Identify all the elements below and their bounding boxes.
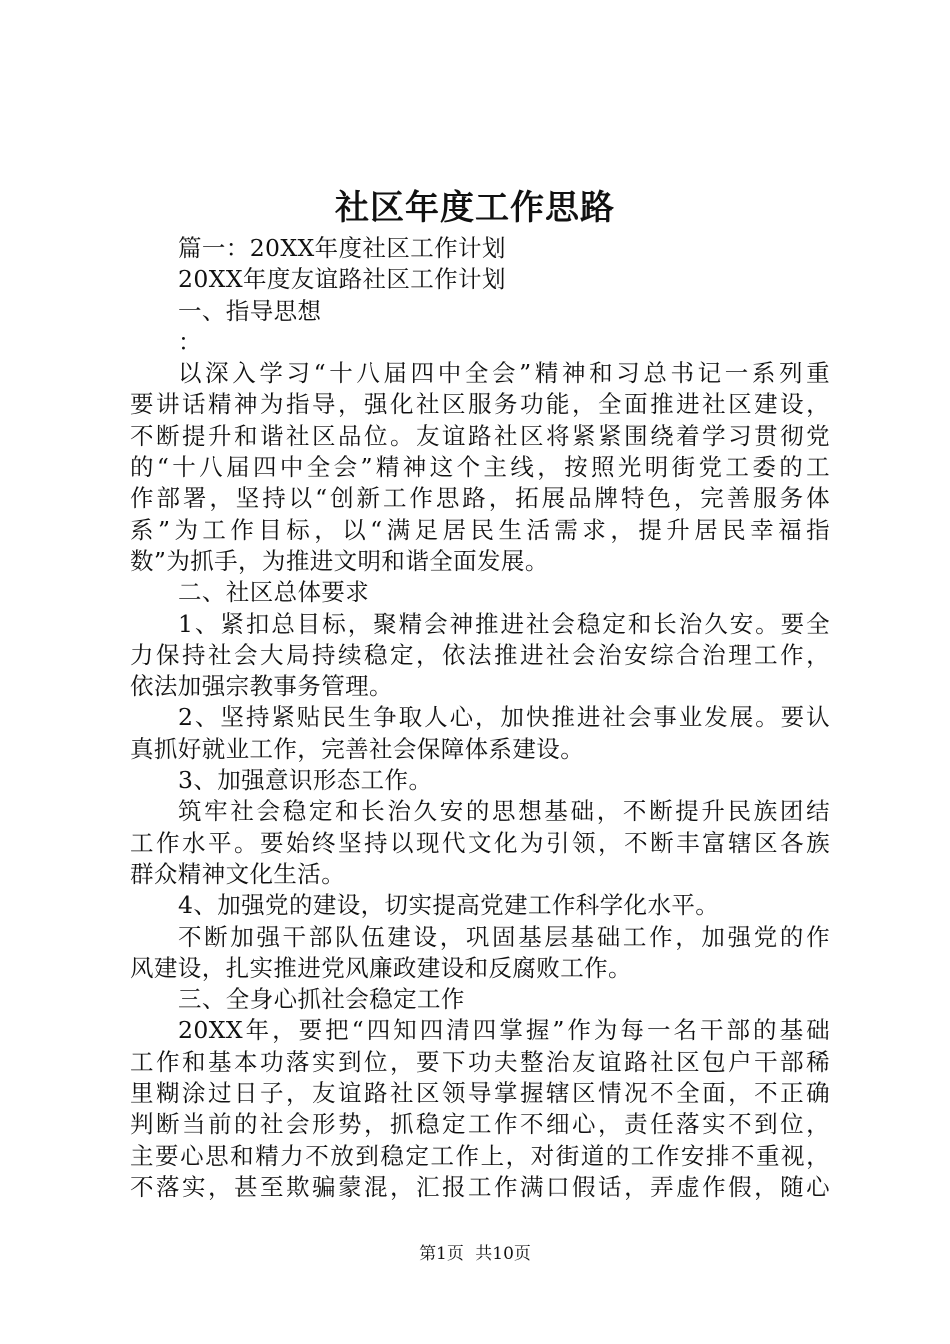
text-line: 不断提升和谐社区品位。友谊路社区将紧紧围绕着学习贯彻党 [130,421,830,450]
text-line: 篇一：20XX年度社区工作计划 [178,234,506,262]
text-line: 一、指导思想 [178,296,322,325]
text-line: 判断当前的社会形势，抓稳定工作不细心，责任落实不到位， [130,1110,830,1139]
text-line: 依法加强宗教事务管理。 [130,672,393,701]
text-line: 的“十八届四中全会”精神这个主线，按照光明街党工委的工 [130,453,830,482]
text-line: 二、社区总体要求 [178,578,370,607]
document-title: 社区年度工作思路 [335,188,615,228]
text-line: 筑牢社会稳定和长治久安的思想基础，不断提升民族团结 [178,797,830,826]
text-line: 20XX年度友谊路社区工作计划 [178,265,506,294]
text-line: 工作水平。要始终坚持以现代文化为引领，不断丰富辖区各族 [130,828,830,857]
text-line: 真抓好就业工作，完善社会保障体系建设。 [130,734,585,763]
text-line: 4、加强党的建设，切实提高党建工作科学化水平。 [178,891,720,920]
text-line: 工作和基本功落实到位，要下功夫整治友谊路社区包户干部稀 [130,1047,830,1076]
text-line: 1、紧扣总目标，聚精会神推进社会稳定和长治久安。要全 [178,609,830,638]
text-line: 要讲话精神为指导，强化社区服务功能，全面推进社区建设， [130,390,830,419]
page-number: 第1页 [419,1244,464,1264]
text-line: 3、加强意识形态工作。 [178,766,433,795]
text-line: 以深入学习“十八届四中全会”精神和习总书记一系列重 [178,359,830,388]
page-footer [0,1242,950,1266]
text-line: 2、坚持紧贴民生争取人心，加快推进社会事业发展。要认 [178,703,830,732]
text-line: 20XX年，要把“四知四清四掌握”作为每一名干部的基础 [178,1016,830,1045]
text-line: 系”为工作目标，以“满足居民生活需求，提升居民幸福指 [130,515,830,544]
text-line: 三、全身心抓社会稳定工作 [178,985,465,1014]
text-line: 数”为抓手，为推进文明和谐全面发展。 [130,546,549,575]
text-line: 里糊涂过日子，友谊路社区领导掌握辖区情况不全面，不正确 [130,1079,830,1108]
text-line: 群众精神文化生活。 [130,859,346,888]
text-line: 主要心思和精力不放到稳定工作上，对街道的工作安排不重视， [130,1141,830,1170]
text-line: 力保持社会大局持续稳定，依法推进社会治安综合治理工作， [130,640,830,669]
text-line: 不落实，甚至欺骗蒙混，汇报工作满口假话，弄虚作假，随心 [130,1172,830,1201]
page-total: 共10页 [475,1244,531,1264]
text-line: ： [178,327,202,356]
text-line: 风建设，扎实推进党风廉政建设和反腐败工作。 [130,953,632,982]
text-line: 作部署，坚持以“创新工作思路，拓展品牌特色，完善服务体 [130,484,830,513]
document-body [130,233,830,1203]
text-line: 不断加强干部队伍建设，巩固基层基础工作，加强党的作 [178,922,830,951]
